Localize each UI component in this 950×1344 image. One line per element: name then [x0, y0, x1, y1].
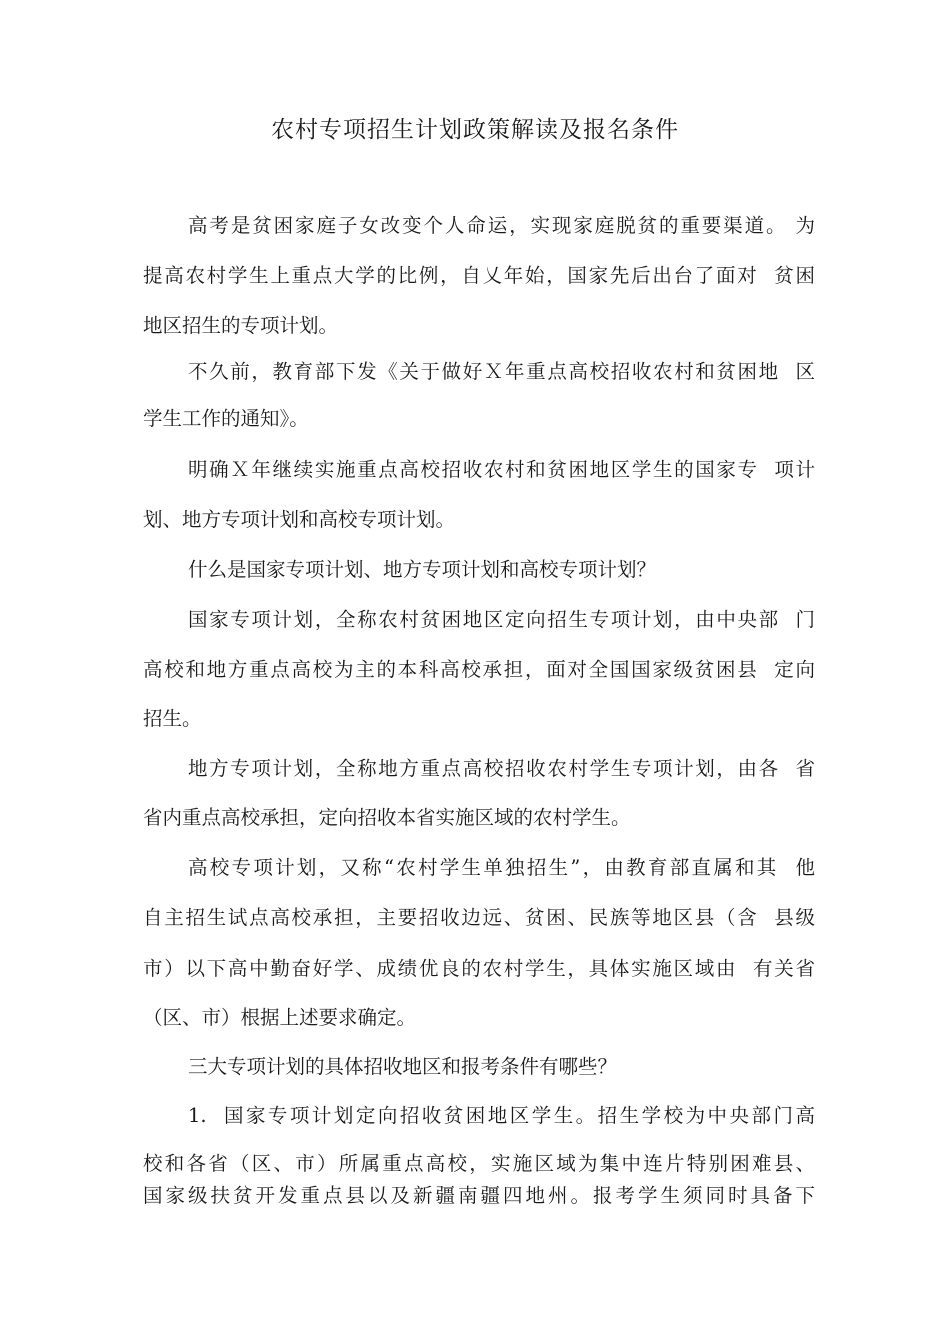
- paragraph-line: 提高农村学生上重点大学的比例，自乂年始，国家先后出台了面对 贫困: [143, 264, 815, 287]
- paragraph-line: 什么是国家专项计划、地方专项计划和高校专项计划？: [188, 558, 657, 581]
- paragraph-line: 自主招生试点高校承担，主要招收边远、贫困、民族等地区县（含 县级: [143, 906, 815, 929]
- paragraph-line: 高考是贫困家庭子女改变个人命运，实现家庭脱贫的重要渠道。 为: [188, 214, 815, 237]
- paragraph-line: 高校和地方重点高校为主的本科高校承担，面对全国国家级贫困县 定向: [143, 658, 815, 681]
- paragraph-line: 不久前，教育部下发《关于做好Ｘ年重点高校招收农村和贫困地 区: [188, 360, 815, 383]
- paragraph-line: 校和各省（区、市）所属重点高校，实施区域为集中连片特别困难县、: [143, 1152, 815, 1175]
- paragraph-line: 国家级扶贫开发重点县以及新疆南疆四地州。报考学生须同时具备下: [143, 1184, 815, 1207]
- paragraph-line: 省内重点高校承担，定向招收本省实施区域的农村学生。: [143, 806, 631, 829]
- paragraph-line: 1. 国家专项计划定向招收贫困地区学生。招生学校为中央部门高: [188, 1104, 815, 1127]
- paragraph-line: 学生工作的通知》。: [143, 407, 309, 430]
- paragraph-line: 地区招生的专项计划。: [143, 314, 339, 337]
- paragraph-line: 地方专项计划，全称地方重点高校招收农村学生专项计划，由各 省: [188, 757, 815, 780]
- paragraph-line: 三大专项计划的具体招收地区和报考条件有哪些？: [188, 1055, 618, 1078]
- paragraph-line: 国家专项计划，全称农村贫困地区定向招生专项计划，由中央部 门: [188, 608, 815, 631]
- paragraph-line: 明确Ｘ年继续实施重点高校招收农村和贫困地区学生的国家专 项计: [188, 458, 815, 481]
- paragraph-line: （区、市）根据上述要求确定。: [143, 1006, 417, 1029]
- paragraph-line: 招生。: [143, 707, 202, 730]
- paragraph-line: 高校专项计划，又称“农村学生单独招生”，由教育部直属和其 他: [188, 856, 815, 879]
- paragraph-line: 市）以下高中勤奋好学、成绩优良的农村学生，具体实施区域由 有关省: [143, 957, 815, 980]
- document-title: 农村专项招生计划政策解读及报名条件: [271, 117, 679, 143]
- paragraph-line: 划、地方专项计划和高校专项计划。: [143, 508, 456, 531]
